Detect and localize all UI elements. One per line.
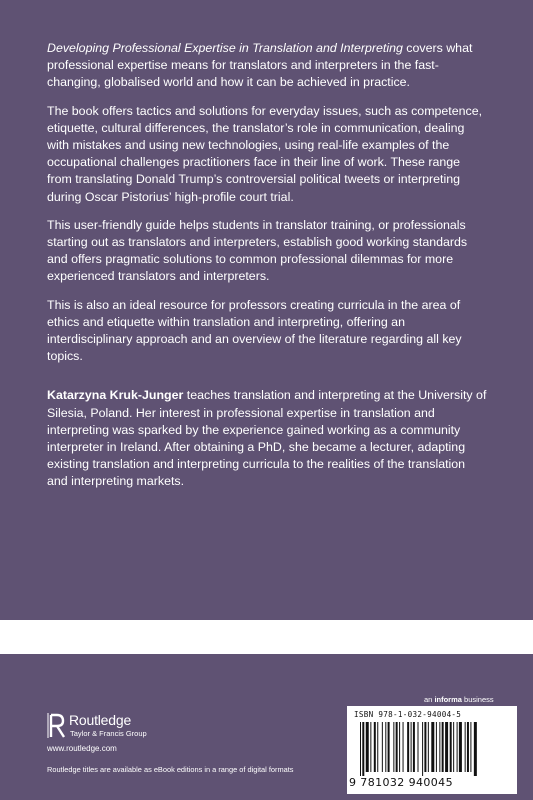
barcode-bar <box>445 722 448 772</box>
informa-prefix: an <box>424 695 435 704</box>
isbn-label: ISBN 978-1-032-94004-5 <box>354 710 462 719</box>
barcode-bar <box>450 722 452 772</box>
barcode-bar <box>431 722 434 772</box>
barcode-bar <box>439 722 440 772</box>
barcode-bar <box>374 722 376 772</box>
informa-business-tag <box>424 695 494 704</box>
barcode-bar <box>457 722 458 772</box>
barcode-bar <box>399 722 400 772</box>
author-bio <box>47 387 487 490</box>
barcode-bar <box>411 722 412 772</box>
author-bio-text: teaches translation and interpreting at the University of Silesia, Poland. Her interest in professional expertise in translation and interpreting was sparked by the experience gained working as a community interpreter in Ireland. After obtaining a PhD, she became a lecturer, adapting existing translation and interpreting curricula to the realities of the translation and interpreting markets. <box>47 388 487 489</box>
publisher-url: www.routledge.com <box>47 744 117 753</box>
routledge-logo <box>47 711 227 741</box>
informa-suffix: business <box>461 695 494 704</box>
barcode-bar <box>382 722 383 772</box>
publisher-name: Routledge <box>69 712 132 728</box>
barcode-bar <box>385 722 386 772</box>
barcode-digits: 9 781032 940045 <box>349 776 453 789</box>
barcode-bar <box>377 722 378 772</box>
barcode-bar <box>393 722 394 772</box>
barcode-bar <box>370 722 371 772</box>
barcode-bar <box>424 722 426 772</box>
barcode-bar <box>418 722 419 772</box>
white-divider-band <box>0 620 533 654</box>
description-paragraph-2: The book offers tactics and solutions for everyday issues, such as competence, etiquette, cultural differences, the translator’s role in communication, dealing with mistakes and using new technologies, using real-life examples of the occupational challenges practitioners face in their line of work. These range from translating Donald Trump’s controversial political tweets or interpreting during Oscar Pistorius’ high-profile court trial. <box>47 103 483 204</box>
barcode-bar <box>442 722 444 772</box>
informa-brand: informa <box>434 695 462 704</box>
book-title: Developing Professional Expertise in Translation and Interpreting <box>47 41 403 55</box>
routledge-r-icon <box>47 711 67 739</box>
description-text: covers what professional expertise means for translators and interpreters in the fast-changing, globalised world and how it can be achieved in practice. <box>47 41 473 90</box>
barcode-bar <box>428 722 429 772</box>
barcode-bar <box>388 722 390 772</box>
barcode-bar <box>465 722 466 772</box>
description-paragraph-3: This user-friendly guide helps students in translator training, or professionals starting out as translators and interpreters, establish good working standards and offers pragmatic solutions to common professional dilemmas for more experienced translators and interpreters. <box>47 217 468 284</box>
barcode-bar <box>453 722 454 772</box>
barcode-bar <box>467 722 469 772</box>
barcode-bar <box>366 722 369 772</box>
barcode-bar <box>422 722 423 776</box>
barcode-bar <box>403 722 404 772</box>
barcode-bar <box>474 722 477 776</box>
barcode-bar <box>396 722 398 772</box>
author-name: Katarzyna Kruk-Junger <box>47 388 184 403</box>
barcode-bar <box>360 722 361 776</box>
barcode-bar <box>459 722 462 772</box>
barcode-bar <box>413 722 415 772</box>
barcode-bar <box>362 722 364 776</box>
description-paragraph-4: This is also an ideal resource for professors creating curricula in the area of ethics and etiquette within translation and interpreting, offering an interdisciplinary approach and an overview of the literature regarding all key topics. <box>47 297 462 364</box>
barcode-icon <box>360 722 512 776</box>
barcode-bar <box>407 722 409 772</box>
barcode-bar <box>470 722 471 772</box>
barcode-bar <box>436 722 437 772</box>
book-description <box>47 40 487 502</box>
publisher-group: Taylor & Francis Group <box>70 729 147 738</box>
description-paragraph-1 <box>47 40 487 92</box>
ebook-note: Routledge titles are available as eBook editions in a range of digital formats <box>47 765 294 774</box>
